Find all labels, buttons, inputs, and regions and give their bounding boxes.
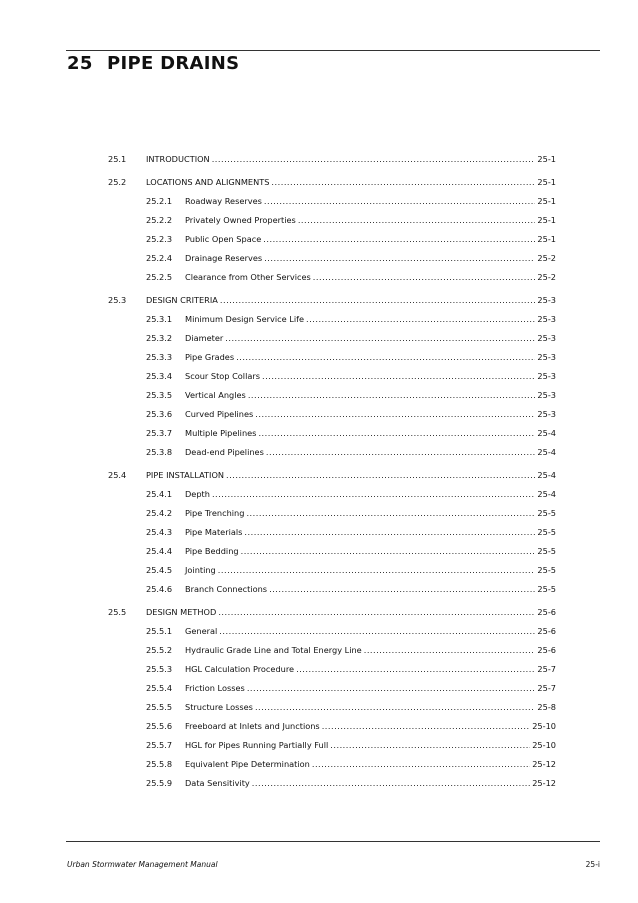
toc-dot-leader <box>262 367 535 386</box>
toc-entry-page: 25-3 <box>537 314 556 324</box>
toc-subsection-entry[interactable] <box>108 268 556 287</box>
toc-entry-title: Depth <box>185 489 210 499</box>
toc-dot-leader <box>364 641 536 660</box>
footer-manual-title: Urban Stormwater Management Manual <box>67 860 218 869</box>
toc-subsection-entry[interactable] <box>108 386 556 405</box>
toc-entry-title: Pipe Trenching <box>185 508 245 518</box>
toc-entry-number: 25.3.3 <box>146 352 173 362</box>
toc-entry-title: Structure Losses <box>185 702 253 712</box>
toc-entry-number: 25.5.4 <box>146 683 173 693</box>
toc-entry-number: 25.2 <box>108 177 127 187</box>
toc-subsection-entry[interactable] <box>108 622 556 641</box>
toc-dot-leader <box>313 268 536 287</box>
toc-entry-page: 25-4 <box>537 470 556 480</box>
toc-dot-leader <box>266 443 536 462</box>
toc-entry-title: Vertical Angles <box>185 390 246 400</box>
toc-entry-title: Clearance from Other Services <box>185 272 311 282</box>
toc-subsection-entry[interactable] <box>108 523 556 542</box>
table-of-contents <box>108 150 556 793</box>
toc-subsection-entry[interactable] <box>108 485 556 504</box>
toc-entry-number: 25.2.3 <box>146 234 173 244</box>
toc-dot-leader <box>306 310 535 329</box>
toc-entry-title: PIPE INSTALLATION <box>146 470 225 480</box>
toc-dot-leader <box>225 329 535 348</box>
toc-entry-title: Curved Pipelines <box>185 409 254 419</box>
toc-subsection-entry[interactable] <box>108 310 556 329</box>
toc-entry-page: 25-3 <box>537 352 556 362</box>
toc-entry-number: 25.5.5 <box>146 702 173 712</box>
toc-subsection-entry[interactable] <box>108 249 556 268</box>
toc-entry-page: 25-7 <box>537 664 556 674</box>
toc-entry-page: 25-1 <box>537 177 556 187</box>
toc-entry-page: 25-1 <box>537 215 556 225</box>
chapter-name: PIPE DRAINS <box>107 53 240 74</box>
toc-entry-title: LOCATIONS AND ALIGNMENTS <box>146 177 270 187</box>
toc-dot-leader <box>312 755 530 774</box>
toc-entry-page: 25-5 <box>537 508 556 518</box>
toc-section-entry[interactable] <box>108 173 556 192</box>
toc-entry-page: 25-3 <box>537 390 556 400</box>
toc-subsection-entry[interactable] <box>108 443 556 462</box>
toc-entry-number: 25.4 <box>108 470 127 480</box>
toc-dot-leader <box>330 736 530 755</box>
toc-entry-number: 25.3.1 <box>146 314 173 324</box>
toc-entry-page: 25-5 <box>537 584 556 594</box>
toc-entry-title: Friction Losses <box>185 683 245 693</box>
toc-entry-number: 25.3.8 <box>146 447 173 457</box>
toc-entry-number: 25.5.1 <box>146 626 173 636</box>
toc-entry-number: 25.5.3 <box>146 664 173 674</box>
toc-entry-title: Scour Stop Collars <box>185 371 261 381</box>
toc-section-entry[interactable] <box>108 291 556 310</box>
toc-entry-number: 25.3.6 <box>146 409 173 419</box>
toc-entry-title: Drainage Reserves <box>185 253 263 263</box>
toc-dot-leader <box>255 698 535 717</box>
toc-subsection-entry[interactable] <box>108 736 556 755</box>
toc-dot-leader <box>244 523 535 542</box>
toc-entry-number: 25.5.8 <box>146 759 173 769</box>
toc-entry-title: Privately Owned Properties <box>185 215 296 225</box>
toc-entry-page: 25-8 <box>537 702 556 712</box>
toc-entry-title: Dead-end Pipelines <box>185 447 264 457</box>
toc-dot-leader <box>226 466 535 485</box>
toc-subsection-entry[interactable] <box>108 504 556 523</box>
toc-entry-title: Pipe Grades <box>185 352 235 362</box>
toc-subsection-entry[interactable] <box>108 755 556 774</box>
toc-entry-page: 25-5 <box>537 565 556 575</box>
toc-entry-page: 25-1 <box>537 196 556 206</box>
toc-section-entry[interactable] <box>108 603 556 622</box>
toc-dot-leader <box>271 173 535 192</box>
toc-dot-leader <box>212 485 535 504</box>
toc-entry-page: 25-3 <box>537 409 556 419</box>
toc-dot-leader <box>264 192 536 211</box>
toc-subsection-entry[interactable] <box>108 679 556 698</box>
toc-subsection-entry[interactable] <box>108 580 556 599</box>
toc-dot-leader <box>236 348 535 367</box>
toc-entry-page: 25-12 <box>532 759 556 769</box>
toc-entry-number: 25.4.2 <box>146 508 173 518</box>
toc-entry-title: Hydraulic Grade Line and Total Energy Line <box>185 645 362 655</box>
toc-entry-title: Equivalent Pipe Determination <box>185 759 310 769</box>
toc-entry-title: DESIGN CRITERIA <box>146 295 218 305</box>
toc-entry-page: 25-4 <box>537 447 556 457</box>
toc-section-entry[interactable] <box>108 466 556 485</box>
toc-entry-number: 25.4.6 <box>146 584 173 594</box>
toc-subsection-entry[interactable] <box>108 542 556 561</box>
chapter-title <box>67 53 239 74</box>
toc-entry-number: 25.4.5 <box>146 565 173 575</box>
toc-entry-number: 25.2.4 <box>146 253 173 263</box>
toc-entry-number: 25.2.2 <box>146 215 173 225</box>
toc-subsection-entry[interactable] <box>108 348 556 367</box>
toc-dot-leader <box>219 622 535 641</box>
toc-dot-leader <box>247 679 536 698</box>
toc-entry-page: 25-6 <box>537 626 556 636</box>
toc-subsection-entry[interactable] <box>108 424 556 443</box>
toc-entry-page: 25-3 <box>537 333 556 343</box>
toc-dot-leader <box>258 424 535 443</box>
toc-dot-leader <box>263 230 535 249</box>
toc-subsection-entry[interactable] <box>108 405 556 424</box>
toc-entry-number: 25.4.3 <box>146 527 173 537</box>
toc-subsection-entry[interactable] <box>108 774 556 793</box>
toc-entry-page: 25-5 <box>537 527 556 537</box>
toc-entry-title: Diameter <box>185 333 224 343</box>
toc-entry-title: DESIGN METHOD <box>146 607 217 617</box>
toc-subsection-entry[interactable] <box>108 211 556 230</box>
toc-subsection-entry[interactable] <box>108 717 556 736</box>
toc-entry-page: 25-3 <box>537 371 556 381</box>
toc-entry-title: Branch Connections <box>185 584 268 594</box>
toc-dot-leader <box>269 580 535 599</box>
toc-entry-page: 25-12 <box>532 778 556 788</box>
toc-entry-title: HGL for Pipes Running Partially Full <box>185 740 329 750</box>
toc-subsection-entry[interactable] <box>108 660 556 679</box>
toc-dot-leader <box>252 774 530 793</box>
toc-entry-number: 25.2.5 <box>146 272 173 282</box>
toc-entry-title: Minimum Design Service Life <box>185 314 305 324</box>
toc-dot-leader <box>264 249 535 268</box>
toc-entry-title: Pipe Bedding <box>185 546 239 556</box>
toc-subsection-entry[interactable] <box>108 561 556 580</box>
toc-entry-number: 25.3 <box>108 295 127 305</box>
toc-entry-page: 25-4 <box>537 428 556 438</box>
toc-dot-leader <box>255 405 535 424</box>
toc-entry-title: General <box>185 626 218 636</box>
toc-dot-leader <box>248 386 536 405</box>
toc-entry-title: Roadway Reserves <box>185 196 262 206</box>
toc-entry-number: 25.2.1 <box>146 196 173 206</box>
toc-section-entry[interactable] <box>108 150 556 169</box>
toc-entry-number: 25.1 <box>108 154 127 164</box>
toc-entry-number: 25.4.1 <box>146 489 173 499</box>
toc-entry-number: 25.4.4 <box>146 546 173 556</box>
toc-entry-page: 25-5 <box>537 546 556 556</box>
toc-subsection-entry[interactable] <box>108 329 556 348</box>
toc-dot-leader <box>220 291 536 310</box>
toc-entry-page: 25-4 <box>537 489 556 499</box>
toc-entry-page: 25-6 <box>537 607 556 617</box>
toc-subsection-entry[interactable] <box>108 641 556 660</box>
toc-dot-leader <box>241 542 536 561</box>
toc-entry-number: 25.3.4 <box>146 371 173 381</box>
toc-dot-leader <box>246 504 535 523</box>
footer-page-number: 25-i <box>585 860 600 869</box>
toc-dot-leader <box>212 150 536 169</box>
toc-dot-leader <box>218 603 535 622</box>
toc-entry-page: 25-10 <box>532 740 556 750</box>
toc-dot-leader <box>298 211 536 230</box>
toc-subsection-entry[interactable] <box>108 698 556 717</box>
toc-entry-number: 25.5.7 <box>146 740 173 750</box>
toc-subsection-entry[interactable] <box>108 192 556 211</box>
toc-entry-title: INTRODUCTION <box>146 154 210 164</box>
toc-entry-page: 25-10 <box>532 721 556 731</box>
toc-entry-number: 25.5.6 <box>146 721 173 731</box>
toc-entry-page: 25-1 <box>537 234 556 244</box>
toc-subsection-entry[interactable] <box>108 367 556 386</box>
chapter-number: 25 <box>67 53 93 74</box>
toc-entry-number: 25.5 <box>108 607 127 617</box>
toc-entry-number: 25.5.9 <box>146 778 173 788</box>
toc-entry-title: Pipe Materials <box>185 527 243 537</box>
toc-entry-page: 25-7 <box>537 683 556 693</box>
toc-entry-page: 25-3 <box>537 295 556 305</box>
toc-dot-leader <box>322 717 531 736</box>
toc-entry-number: 25.3.2 <box>146 333 173 343</box>
toc-entry-page: 25-1 <box>537 154 556 164</box>
toc-entry-number: 25.3.5 <box>146 390 173 400</box>
toc-entry-number: 25.3.7 <box>146 428 173 438</box>
toc-dot-leader <box>218 561 536 580</box>
toc-entry-title: HGL Calculation Procedure <box>185 664 295 674</box>
toc-entry-title: Data Sensitivity <box>185 778 250 788</box>
toc-entry-title: Freeboard at Inlets and Junctions <box>185 721 320 731</box>
toc-entry-title: Public Open Space <box>185 234 262 244</box>
toc-entry-page: 25-2 <box>537 253 556 263</box>
toc-entry-title: Jointing <box>185 565 216 575</box>
header-rule <box>66 50 600 51</box>
toc-dot-leader <box>296 660 535 679</box>
toc-entry-title: Multiple Pipelines <box>185 428 257 438</box>
toc-entry-number: 25.5.2 <box>146 645 173 655</box>
toc-entry-page: 25-2 <box>537 272 556 282</box>
toc-entry-page: 25-6 <box>537 645 556 655</box>
footer-rule <box>66 841 600 842</box>
toc-subsection-entry[interactable] <box>108 230 556 249</box>
